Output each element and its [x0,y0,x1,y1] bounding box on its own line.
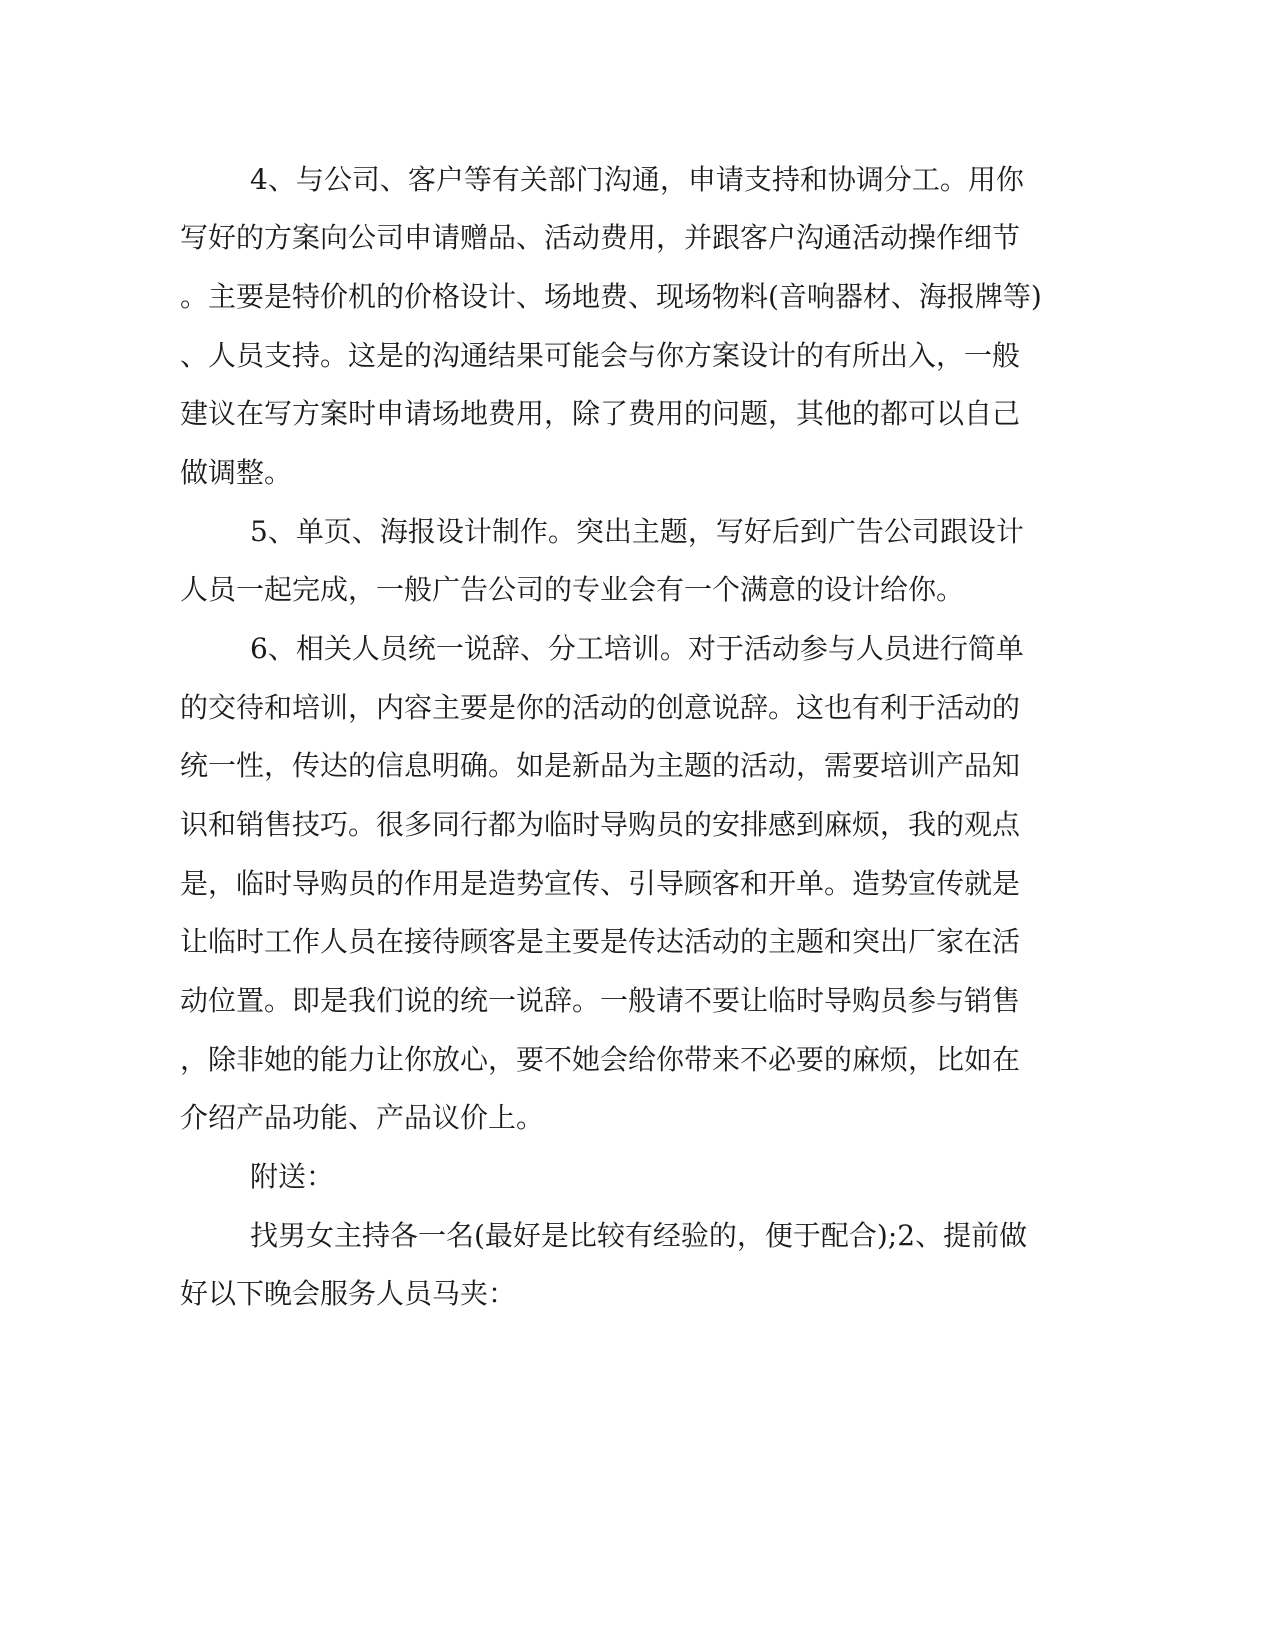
text-line: 6、相关人员统一说辞、分工培训。对于活动参与人员进行简单 [250,632,1024,665]
text-line: 5、单页、海报设计制作。突出主题，写好后到广告公司跟设计 [250,515,1024,548]
text-line: 人员一起完成，一般广告公司的专业会有一个满意的设计给你。 [180,573,965,606]
text-line: 让临时工作人员在接待顾客是主要是传达活动的主题和突出厂家在活 [180,925,1021,958]
text-line: 的交待和培训，内容主要是你的活动的创意说辞。这也有利于活动的 [180,691,1021,724]
text-line: 建议在写方案时申请场地费用，除了费用的问题，其他的都可以自己 [180,397,1021,430]
text-line: 动位置。即是我们说的统一说辞。一般请不要让临时导购员参与销售 [180,984,1021,1017]
text-line: 好以下晚会服务人员马夹： [180,1277,517,1310]
text-line: 做调整。 [180,456,293,489]
text-line: 、人员支持。这是的沟通结果可能会与你方案设计的有所出入，一般 [180,339,1021,372]
text-line: 4、与公司、客户等有关部门沟通，申请支持和协调分工。用你 [250,163,1024,196]
text-line: 是，临时导购员的作用是造势宣传、引导顾客和开单。造势宣传就是 [180,867,1021,900]
text-line: 介绍产品功能、产品议价上。 [180,1101,545,1134]
text-line: ，除非她的能力让你放心，要不她会给你带来不必要的麻烦，比如在 [180,1043,1021,1076]
text-line: 。主要是特价机的价格设计、场地费、现场物料(音响器材、海报牌等) [180,280,1042,313]
text-line: 统一性，传达的信息明确。如是新品为主题的活动，需要培训产品知 [180,749,1021,782]
text-line: 附送： [250,1160,335,1193]
text-line: 写好的方案向公司申请赠品、活动费用，并跟客户沟通活动操作细节 [180,221,1021,254]
text-line: 找男女主持各一名(最好是比较有经验的，便于配合);2、提前做 [250,1219,1028,1252]
text-line: 识和销售技巧。很多同行都为临时导购员的安排感到麻烦，我的观点 [180,808,1021,841]
